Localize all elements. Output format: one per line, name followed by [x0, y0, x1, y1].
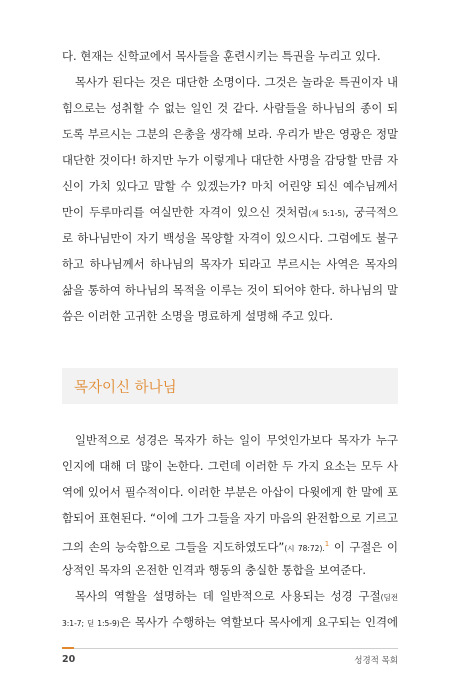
section-heading-box [62, 368, 398, 404]
body-text-line: 도록 부르시는 그분의 은총을 생각해 보라. 우리가 받은 영광은 정말 [62, 127, 398, 141]
footer-divider [62, 648, 398, 649]
text-segment: 그의 손의 능숙함으로 그들을 지도하였도다” [62, 540, 285, 554]
body-text-line: 대단한 것이다! 하지만 누가 이렇게나 대단한 사명을 감당할 만큼 자 [62, 153, 398, 167]
body-text-line: 삶을 통하여 하나님의 목적을 이루는 것이 되어야 한다. 하나님의 말 [62, 283, 398, 297]
body-text-line: 상적인 목자의 온전한 인격과 행동의 충실한 통합을 보여준다. [62, 563, 367, 577]
section-heading: 목자이신 하나님 [74, 380, 177, 396]
scripture-reference: (딤전 [380, 593, 398, 602]
body-text-line: 로 하나님만이 자기 백성을 목양할 자격이 있으시다. 그럼에도 불구 [62, 231, 398, 245]
text-segment: 목사의 역할을 설명하는 데 일반적으로 사용되는 성경 구절 [75, 589, 381, 603]
body-text-line: 목사가 된다는 것은 대단한 소명이다. 그것은 놀라운 특권이자 내 [75, 75, 398, 89]
body-text-line: 씀은 이러한 고귀한 소명을 명료하게 설명해 주고 있다. [62, 309, 334, 323]
body-text-line: 역에 있어서 필수적이다. 이러한 부분은 아삽이 다윗에게 한 말에 포 [62, 485, 398, 499]
body-text-line [62, 614, 398, 632]
scripture-reference: (시 78:72). [284, 544, 325, 553]
running-title: 성경적 목회 [354, 656, 398, 666]
text-segment: 은 목사가 수행하는 역할보다 목사에게 요구되는 인격에 [119, 615, 398, 629]
footnote-marker[interactable]: 1 [324, 540, 330, 548]
body-text-line: 하고 하나님께서 하나님의 목자가 되라고 부르시는 사역은 목자의 [62, 257, 398, 271]
body-text-line [75, 588, 398, 606]
body-text-line: 다. 현재는 신학교에서 목사들을 훈련시키는 특권을 누리고 있다. [62, 49, 381, 63]
body-text-line: 일반적으로 성경은 목자가 하는 일이 무엇인가보다 목자가 누구 [75, 433, 398, 447]
scripture-reference: (계 5:1-5) [308, 209, 346, 218]
body-text-line [62, 536, 398, 557]
body-text-line: 인지에 대해 더 많이 논한다. 그런데 이러한 두 가지 요소는 모두 사 [62, 459, 398, 473]
text-segment: 이 구절은 이 [329, 540, 399, 554]
body-text-line: 신이 가치 있다고 말할 수 있겠는가? 마치 어린양 되신 예수님께서 [62, 179, 398, 193]
text-segment: 만이 두루마리를 여실만한 자격이 있으신 것처럼 [62, 205, 309, 219]
scripture-reference: 3:1-7; 딛 1:5-9) [62, 619, 120, 628]
body-text-line: 함되어 표현된다. “이에 그가 그들을 자기 마음의 완전함으로 기르고 [62, 511, 398, 525]
text-segment: , 궁극적으 [345, 205, 399, 219]
body-text-line [62, 204, 398, 222]
body-text-line: 힘으로는 성취할 수 없는 일인 것 같다. 사람들을 하나님의 종이 되 [62, 101, 398, 115]
page-number: 20 [62, 654, 76, 665]
